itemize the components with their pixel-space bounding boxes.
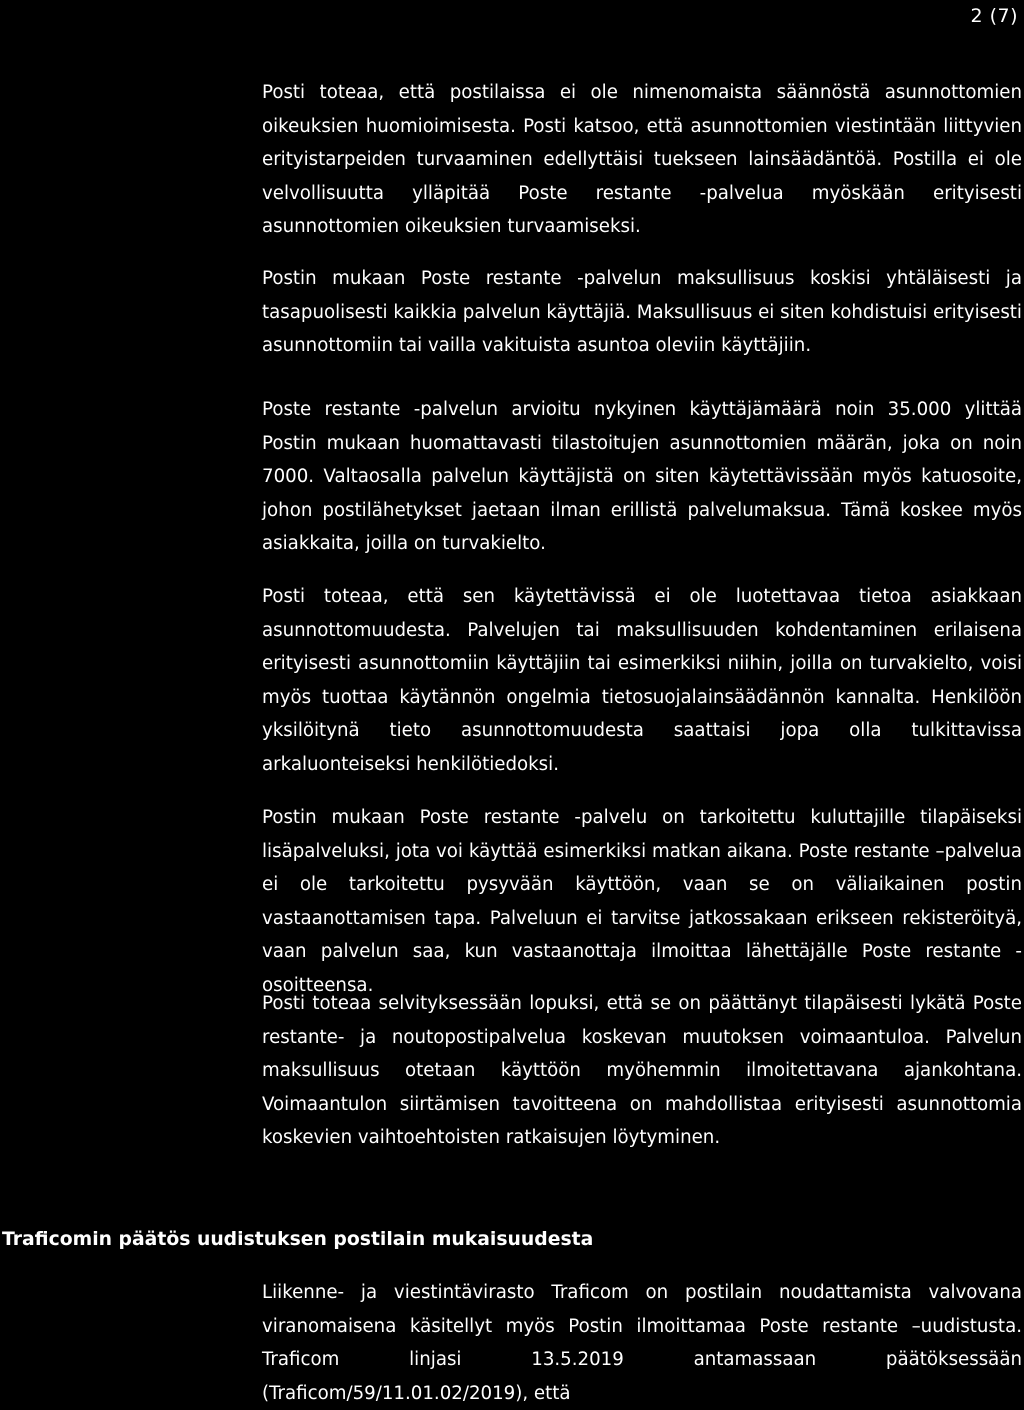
paragraph-fees: Postin mukaan Poste restante -palvelun maksullisuus koskisi yhtäläisesti ja tasapuolisesti kaikkia palvelun käyttäjiä. Maksullisuus ei siten kohdistuisi erityisesti asunnottomiin tai vailla vakituista asuntoa oleviin käyttäjiin. bbox=[262, 268, 1022, 357]
paragraph-traficom: Liikenne- ja viestintävirasto Traficom on postilain noudattamista valvovana viranomaisena käsitellyt myös Postin ilmoittamaa Poste restante –uudistusta. Traficom linjasi 13.5.2019 antamassaan päätöksessään (Traficom/59/11.01.02/2019), että bbox=[262, 1282, 1022, 1404]
paragraph-user-count: Poste restante -palvelun arvioitu nykyinen käyttäjämäärä noin 35.000 ylittää Postin mukaan huomattavasti tilastoitujen asunnottomien määrän, joka on noin 7000. Valtaosalla palvelun käyttäjistä on siten käytettävissään myös katuosoite, johon postilähetykset jaetaan ilman erillistä palvelumaksua. Tämä koskee myös asiakkaita, joilla on turvakielto. bbox=[262, 399, 1022, 555]
paragraph-legislation: Posti toteaa, että postilaissa ei ole nimenomaista säännöstä asunnottomien oikeuksien huomioimisesta. Posti katsoo, että asunnottomien viestintään liittyvien erityistarpeiden turvaaminen edellyttäisi tuekseen lainsäädäntöä. Postilla ei ole velvollisuutta ylläpitää Poste restante -palvelua myöskään erityisesti asunnottomien oikeuksien turvaamiseksi. bbox=[262, 82, 1022, 238]
page-number: 2 (7) bbox=[970, 5, 1018, 27]
section-heading: Traficomin päätös uudistuksen postilain mukaisuudesta bbox=[2, 1229, 594, 1250]
paragraph-temporary-service: Postin mukaan Poste restante -palvelu on tarkoitettu kuluttajille tilapäiseksi lisäpalveluksi, jota voi käyttää esimerkiksi matkan aikana. Poste restante –palvelua ei ole tarkoitettu pysyvään käyttöön, vaan se on väliaikainen postin vastaanottamisen tapa. Palveluun ei tarvitse jatkossakaan erikseen rekisteröityä, vaan palvelun saa, kun vastaanottaja ilmoittaa lähettäjälle Poste restante -osoitteensa. bbox=[262, 807, 1022, 996]
paragraph-postponement: Posti toteaa selvityksessään lopuksi, että se on päättänyt tilapäisesti lykätä Poste restante- ja noutopostipalvelua koskevan muutoksen voimaantuloa. Palvelun maksullisuus otetaan käyttöön myöhemmin ilmoitettavana ajankohtana. Voimaantulon siirtämisen tavoitteena on mahdollistaa erityisesti asunnottomia koskevien vaihtoehtoisten ratkaisujen löytyminen. bbox=[262, 993, 1022, 1149]
paragraph-data-protection: Posti toteaa, että sen käytettävissä ei ole luotettavaa tietoa asiakkaan asunnottomuudesta. Palvelujen tai maksullisuuden kohdentaminen erilaisena erityisesti asunnottomiin käyttäjiin tai esimerkiksi niihin, joilla on turvakielto, voisi myös tuottaa käytännön ongelmia tietosuojalainsäädännön kannalta. Henkilöön yksilöitynä tieto asunnottomuudesta saattaisi jopa olla tulkittavissa arkaluonteiseksi henkilötiedoksi. bbox=[262, 586, 1022, 775]
